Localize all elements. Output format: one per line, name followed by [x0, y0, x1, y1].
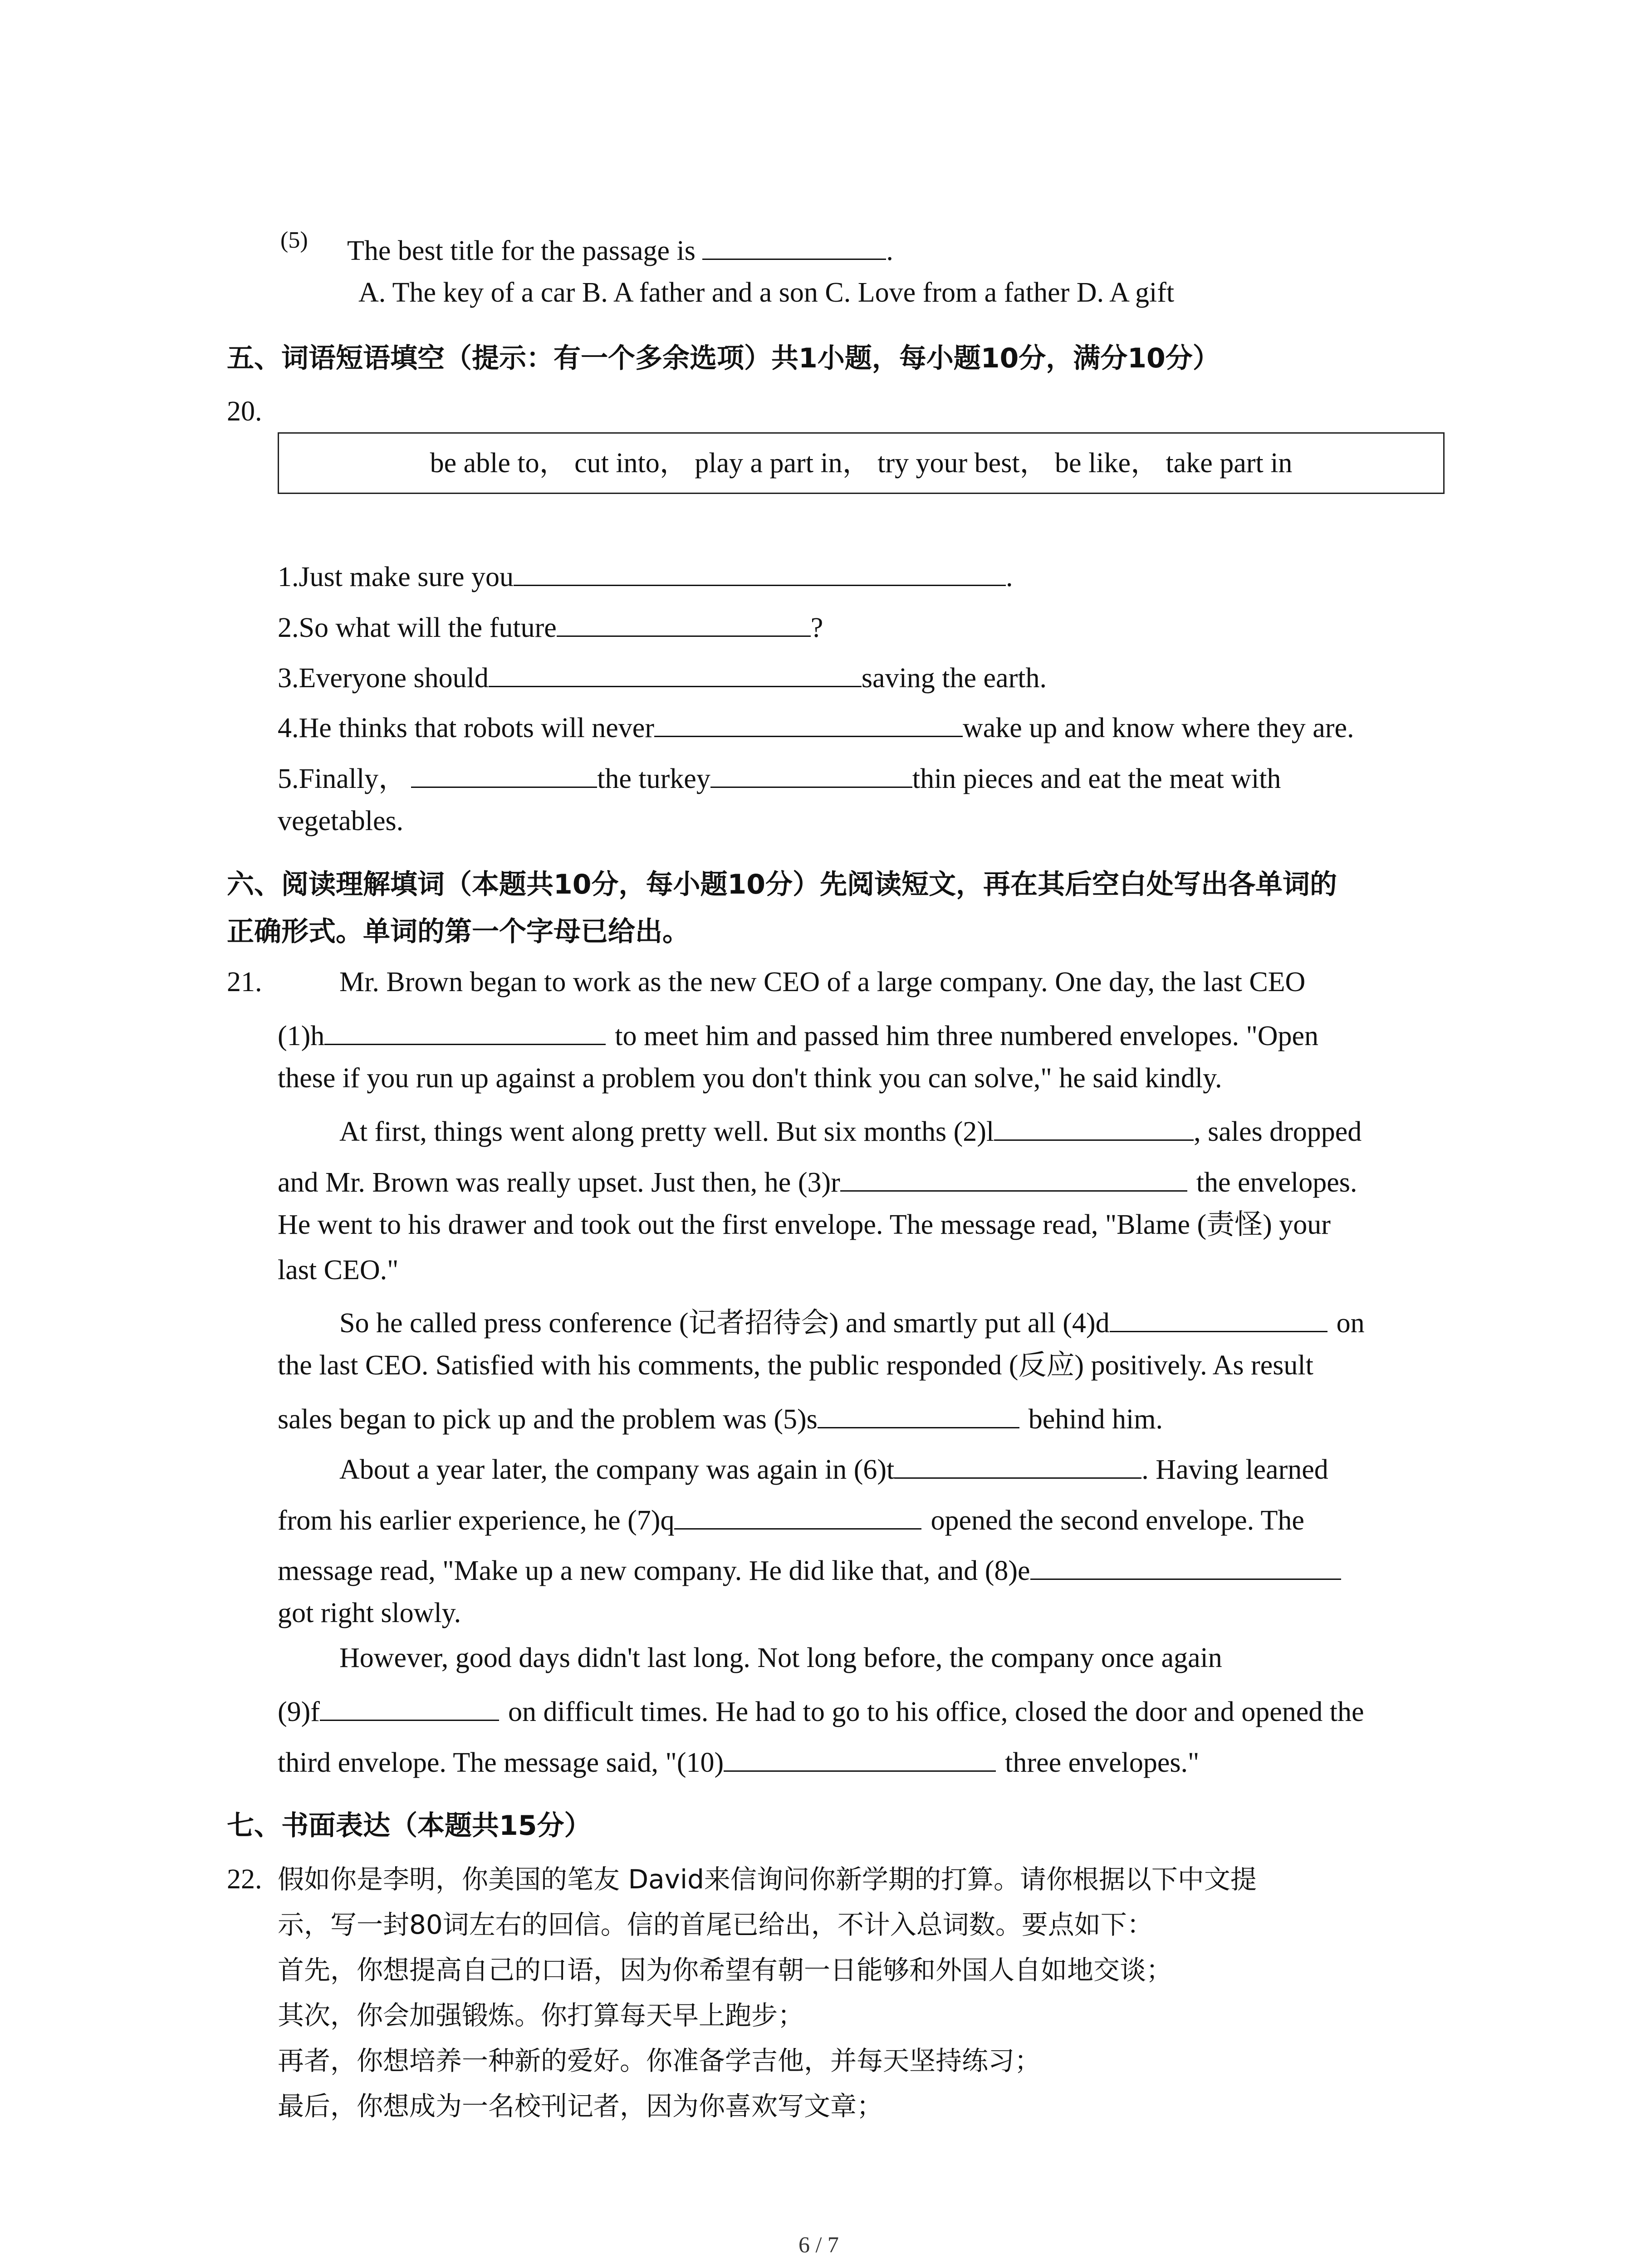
passage-text: , sales dropped: [1194, 1116, 1362, 1147]
passage-line: Mr. Brown began to work as the new CEO of a large company. One day, the last CEO: [339, 967, 1306, 997]
answer-blank[interactable]: [557, 606, 811, 637]
sentence-text: 5.Finally，: [278, 763, 407, 794]
sentence-text: 1.Just make sure you: [278, 562, 514, 592]
fill-sentence-3: [278, 657, 1047, 696]
answer-blank[interactable]: [1110, 1302, 1327, 1332]
writing-prompt-line: 其次，你会加强锻炼。你打算每天早上跑步；: [278, 2000, 804, 2031]
section-heading-cont: 正确形式。单词的第一个字母已给出。: [227, 916, 690, 948]
page-number: 6 / 7: [798, 2232, 839, 2257]
passage-line: He went to his drawer and took out the first envelope. The message read, "Blame (责怪) your: [278, 1209, 1331, 1240]
answer-blank[interactable]: [818, 1398, 1019, 1428]
passage-line: [278, 1499, 1304, 1539]
passage-text: three envelopes.": [1005, 1747, 1200, 1778]
answer-options: A. The key of a car B. A father and a son C. Love from a father D. A gift: [358, 277, 1175, 308]
writing-prompt-line: 再者，你想培养一种新的爱好。你准备学吉他，并每天坚持练习；: [278, 2045, 1041, 2076]
section-heading: 七、书面表达（本题共15分）: [227, 1810, 592, 1842]
passage-line: [339, 1302, 1365, 1341]
answer-blank[interactable]: [654, 707, 963, 737]
sentence-text: .: [1006, 562, 1013, 592]
answer-blank[interactable]: [840, 1161, 1187, 1192]
passage-line: [278, 1549, 1341, 1589]
writing-prompt-line: 首先，你想提高自己的口语，因为你希望有朝一日能够和外国人自如地交谈；: [278, 1955, 1173, 1985]
passage-text: (1)h: [278, 1021, 325, 1051]
sentence-text: wake up and know where they are.: [962, 713, 1354, 743]
passage-line: got right slowly.: [278, 1598, 461, 1628]
answer-blank[interactable]: [514, 556, 1006, 586]
question-number: 21.: [227, 967, 262, 997]
passage-text: on difficult times. He had to go to his office, closed the door and opened the: [508, 1696, 1364, 1727]
writing-prompt-line: 最后，你想成为一名校刊记者，因为你喜欢写文章；: [278, 2091, 883, 2121]
answer-blank[interactable]: [724, 1741, 996, 1772]
answer-blank[interactable]: [320, 1691, 499, 1721]
passage-text: About a year later, the company was again in (6)t: [339, 1454, 895, 1485]
fill-sentence-2: [278, 606, 823, 646]
sub-question-stem: [347, 230, 893, 269]
passage-text: behind him.: [1028, 1404, 1163, 1435]
question-number: 20.: [227, 396, 262, 427]
passage-text: third envelope. The message said, "(10): [278, 1747, 724, 1778]
passage-line: [278, 1691, 1364, 1730]
sentence-text: 2.So what will the future: [278, 612, 557, 643]
stem-tail: .: [886, 235, 893, 266]
answer-blank[interactable]: [710, 758, 912, 788]
passage-text: to meet him and passed him three numbered envelopes. "Open: [615, 1021, 1319, 1051]
answer-blank[interactable]: [411, 758, 597, 788]
answer-blank[interactable]: [674, 1499, 921, 1530]
answer-blank[interactable]: [702, 230, 886, 260]
answer-blank[interactable]: [324, 1015, 606, 1045]
section-heading: 六、阅读理解填词（本题共10分，每小题10分）先阅读短文，再在其后空白处写出各单词的: [227, 869, 1337, 900]
passage-line: [278, 1398, 1163, 1437]
passage-line: last CEO.": [278, 1255, 399, 1286]
passage-line: [339, 1110, 1362, 1150]
answer-blank[interactable]: [994, 1110, 1194, 1141]
writing-prompt-line: 假如你是李明，你美国的笔友 David来信询问你新学期的打算。请你根据以下中文提: [278, 1864, 1257, 1895]
passage-text: the envelopes.: [1196, 1167, 1357, 1198]
answer-blank[interactable]: [1030, 1549, 1341, 1580]
answer-blank[interactable]: [894, 1448, 1141, 1479]
answer-blank[interactable]: [489, 657, 862, 687]
passage-line: the last CEO. Satisfied with his comments, the public responded (反应) positively. As result: [278, 1350, 1313, 1381]
passage-text: on: [1336, 1308, 1365, 1339]
fill-sentence-4: [278, 707, 1354, 746]
sentence-text: the turkey: [597, 763, 710, 794]
question-number: 22.: [227, 1864, 262, 1895]
passage-text: opened the second envelope. The: [931, 1505, 1304, 1536]
passage-line: [278, 1741, 1199, 1781]
passage-text: At first, things went along pretty well. But six months (2)l: [339, 1116, 994, 1147]
sentence-text: 3.Everyone should: [278, 663, 489, 694]
passage-text: So he called press conference (记者招待会) and smartly put all (4)d: [339, 1308, 1110, 1339]
passage-text: sales began to pick up and the problem was (5)s: [278, 1404, 818, 1435]
passage-line: However, good days didn't last long. Not long before, the company once again: [339, 1642, 1222, 1673]
stem-text: The best title for the passage is: [347, 235, 696, 266]
word-bank-box: be able to， cut into， play a part in， try your best， be like， take part in: [278, 432, 1445, 494]
passage-line: [278, 1015, 1318, 1054]
passage-text: and Mr. Brown was really upset. Just then, he (3)r: [278, 1167, 840, 1198]
fill-sentence-5: [278, 758, 1281, 797]
passage-line: [339, 1448, 1328, 1488]
passage-line: these if you run up against a problem you don't think you can solve," he said kindly.: [278, 1063, 1222, 1094]
sentence-text: thin pieces and eat the meat with: [912, 763, 1281, 794]
sentence-text: saving the earth.: [861, 663, 1047, 694]
passage-line: [278, 1161, 1357, 1201]
sentence-text: 4.He thinks that robots will never: [278, 713, 654, 743]
fill-sentence-5-cont: vegetables.: [278, 806, 404, 836]
passage-text: (9)f: [278, 1696, 320, 1727]
passage-text: from his earlier experience, he (7)q: [278, 1505, 675, 1536]
passage-text: . Having learned: [1141, 1454, 1328, 1485]
fill-sentence-1: [278, 556, 1013, 595]
section-heading: 五、词语短语填空（提示：有一个多余选项）共1小题，每小题10分，满分10分）: [227, 342, 1220, 374]
sub-question-number: (5): [280, 227, 308, 253]
writing-prompt-line: 示，写一封80词左右的回信。信的首尾已给出，不计入总词数。要点如下：: [278, 1909, 1153, 1940]
sentence-text: ?: [810, 612, 823, 643]
passage-text: message read, "Make up a new company. He did like that, and (8)e: [278, 1555, 1030, 1586]
